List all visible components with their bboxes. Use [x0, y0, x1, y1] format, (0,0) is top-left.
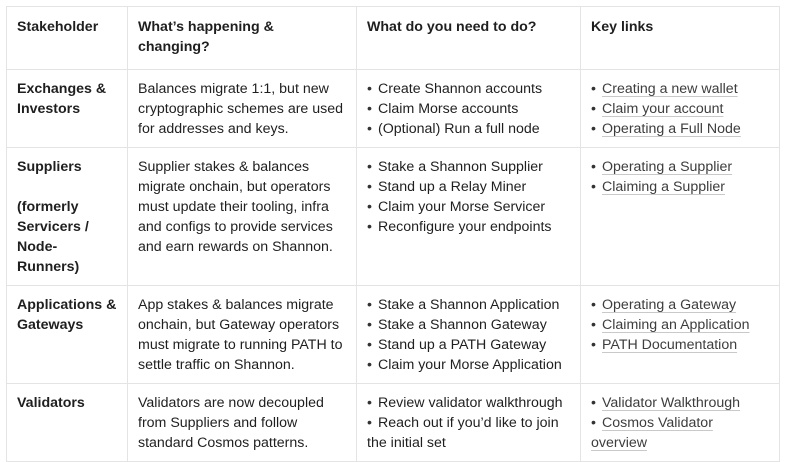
bullet-icon: •	[591, 395, 596, 411]
link-item	[591, 315, 769, 335]
change-cell: Validators are now decoupled from Suppliers and follow standard Cosmos patterns.	[128, 384, 357, 462]
bullet-icon: •	[367, 317, 372, 333]
bullet-icon: •	[367, 101, 372, 117]
action-text: Stake a Shannon Application	[378, 297, 560, 313]
bullet-icon: •	[367, 179, 372, 195]
table-row	[7, 148, 780, 286]
actions-cell	[357, 384, 581, 462]
links-cell	[581, 286, 780, 384]
links-list	[591, 295, 769, 355]
action-text: (Optional) Run a full node	[378, 121, 540, 137]
actions-list	[367, 157, 570, 237]
key-link[interactable]: Creating a new wallet	[602, 81, 738, 97]
stakeholder-table	[6, 6, 780, 462]
stakeholder-cell	[7, 384, 128, 462]
action-item	[367, 335, 570, 355]
bullet-icon: •	[367, 199, 372, 215]
action-item	[367, 119, 570, 139]
key-link[interactable]: PATH Documentation	[602, 337, 738, 353]
links-list	[591, 79, 769, 139]
bullet-icon: •	[591, 81, 596, 97]
table-row	[7, 384, 780, 462]
link-item	[591, 335, 769, 355]
stakeholder-subtitle: (formerly Servicers / Node-Runners)	[17, 199, 89, 275]
action-text: Create Shannon accounts	[378, 81, 543, 97]
actions-cell	[357, 286, 581, 384]
action-text: Claim your Morse Application	[378, 357, 562, 373]
table-header-row	[7, 7, 780, 70]
bullet-icon: •	[591, 297, 596, 313]
stakeholder-name: Applications & Gateways	[17, 297, 117, 333]
bullet-icon: •	[367, 219, 372, 235]
action-item	[367, 99, 570, 119]
bullet-icon: •	[367, 159, 372, 175]
links-cell	[581, 384, 780, 462]
action-text: Claim Morse accounts	[378, 101, 519, 117]
link-item	[591, 295, 769, 315]
stakeholder-table-container	[6, 6, 779, 462]
key-link[interactable]: Claim your account	[602, 101, 724, 117]
action-item	[367, 413, 570, 453]
table-row	[7, 286, 780, 384]
stakeholder-cell	[7, 70, 128, 148]
action-item	[367, 197, 570, 217]
action-text: Stake a Shannon Supplier	[378, 159, 543, 175]
bullet-icon: •	[591, 415, 596, 431]
link-item	[591, 119, 769, 139]
action-item	[367, 157, 570, 177]
table-row	[7, 70, 780, 148]
stakeholder-name: Validators	[17, 395, 85, 411]
key-link[interactable]: Operating a Full Node	[602, 121, 741, 137]
bullet-icon: •	[591, 101, 596, 117]
change-cell: App stakes & balances migrate onchain, but Gateway operators must migrate to running PATH to settle traffic on Shannon.	[128, 286, 357, 384]
stakeholder-cell	[7, 148, 128, 286]
action-text: Claim your Morse Servicer	[378, 199, 546, 215]
bullet-icon: •	[367, 357, 372, 373]
link-item	[591, 79, 769, 99]
action-item	[367, 315, 570, 335]
key-link[interactable]: Validator Walkthrough	[602, 395, 741, 411]
stakeholder-name: Exchanges & Investors	[17, 81, 107, 117]
action-text: Reach out if you’d like to join the initial set	[367, 415, 559, 451]
bullet-icon: •	[591, 159, 596, 175]
action-text: Stand up a PATH Gateway	[378, 337, 547, 353]
header-stakeholder: Stakeholder	[7, 7, 128, 70]
action-text: Reconfigure your endpoints	[378, 219, 552, 235]
action-item	[367, 79, 570, 99]
actions-list	[367, 393, 570, 453]
bullet-icon: •	[367, 297, 372, 313]
change-cell: Balances migrate 1:1, but new cryptographic schemes are used for addresses and keys.	[128, 70, 357, 148]
action-item	[367, 177, 570, 197]
actions-list	[367, 79, 570, 139]
actions-cell	[357, 70, 581, 148]
stakeholder-cell	[7, 286, 128, 384]
links-cell	[581, 148, 780, 286]
bullet-icon: •	[367, 81, 372, 97]
header-links: Key links	[581, 7, 780, 70]
bullet-icon: •	[367, 121, 372, 137]
key-link[interactable]: Claiming a Supplier	[602, 179, 726, 195]
link-item	[591, 99, 769, 119]
action-item	[367, 355, 570, 375]
action-text: Stake a Shannon Gateway	[378, 317, 547, 333]
action-item	[367, 295, 570, 315]
link-item	[591, 393, 769, 413]
action-text: Review validator walkthrough	[378, 395, 563, 411]
link-item	[591, 177, 769, 197]
action-item	[367, 217, 570, 237]
links-cell	[581, 70, 780, 148]
header-actions: What do you need to do?	[357, 7, 581, 70]
change-cell: Supplier stakes & balances migrate onchain, but operators must update their tooling, infra and configs to provide services and earn rewards on Shannon.	[128, 148, 357, 286]
bullet-icon: •	[591, 337, 596, 353]
key-link[interactable]: Operating a Supplier	[602, 159, 733, 175]
bullet-icon: •	[591, 121, 596, 137]
bullet-icon: •	[367, 415, 372, 431]
stakeholder-name: Suppliers	[17, 159, 82, 175]
actions-list	[367, 295, 570, 375]
key-link[interactable]: Cosmos Validator overview	[591, 415, 713, 451]
action-item	[367, 393, 570, 413]
links-list	[591, 157, 769, 197]
key-link[interactable]: Operating a Gateway	[602, 297, 737, 313]
bullet-icon: •	[367, 337, 372, 353]
action-text: Stand up a Relay Miner	[378, 179, 527, 195]
header-change: What’s happening & changing?	[128, 7, 357, 70]
actions-cell	[357, 148, 581, 286]
key-link[interactable]: Claiming an Application	[602, 317, 750, 333]
link-item	[591, 413, 769, 453]
links-list	[591, 393, 769, 453]
link-item	[591, 157, 769, 177]
bullet-icon: •	[367, 395, 372, 411]
bullet-icon: •	[591, 179, 596, 195]
bullet-icon: •	[591, 317, 596, 333]
